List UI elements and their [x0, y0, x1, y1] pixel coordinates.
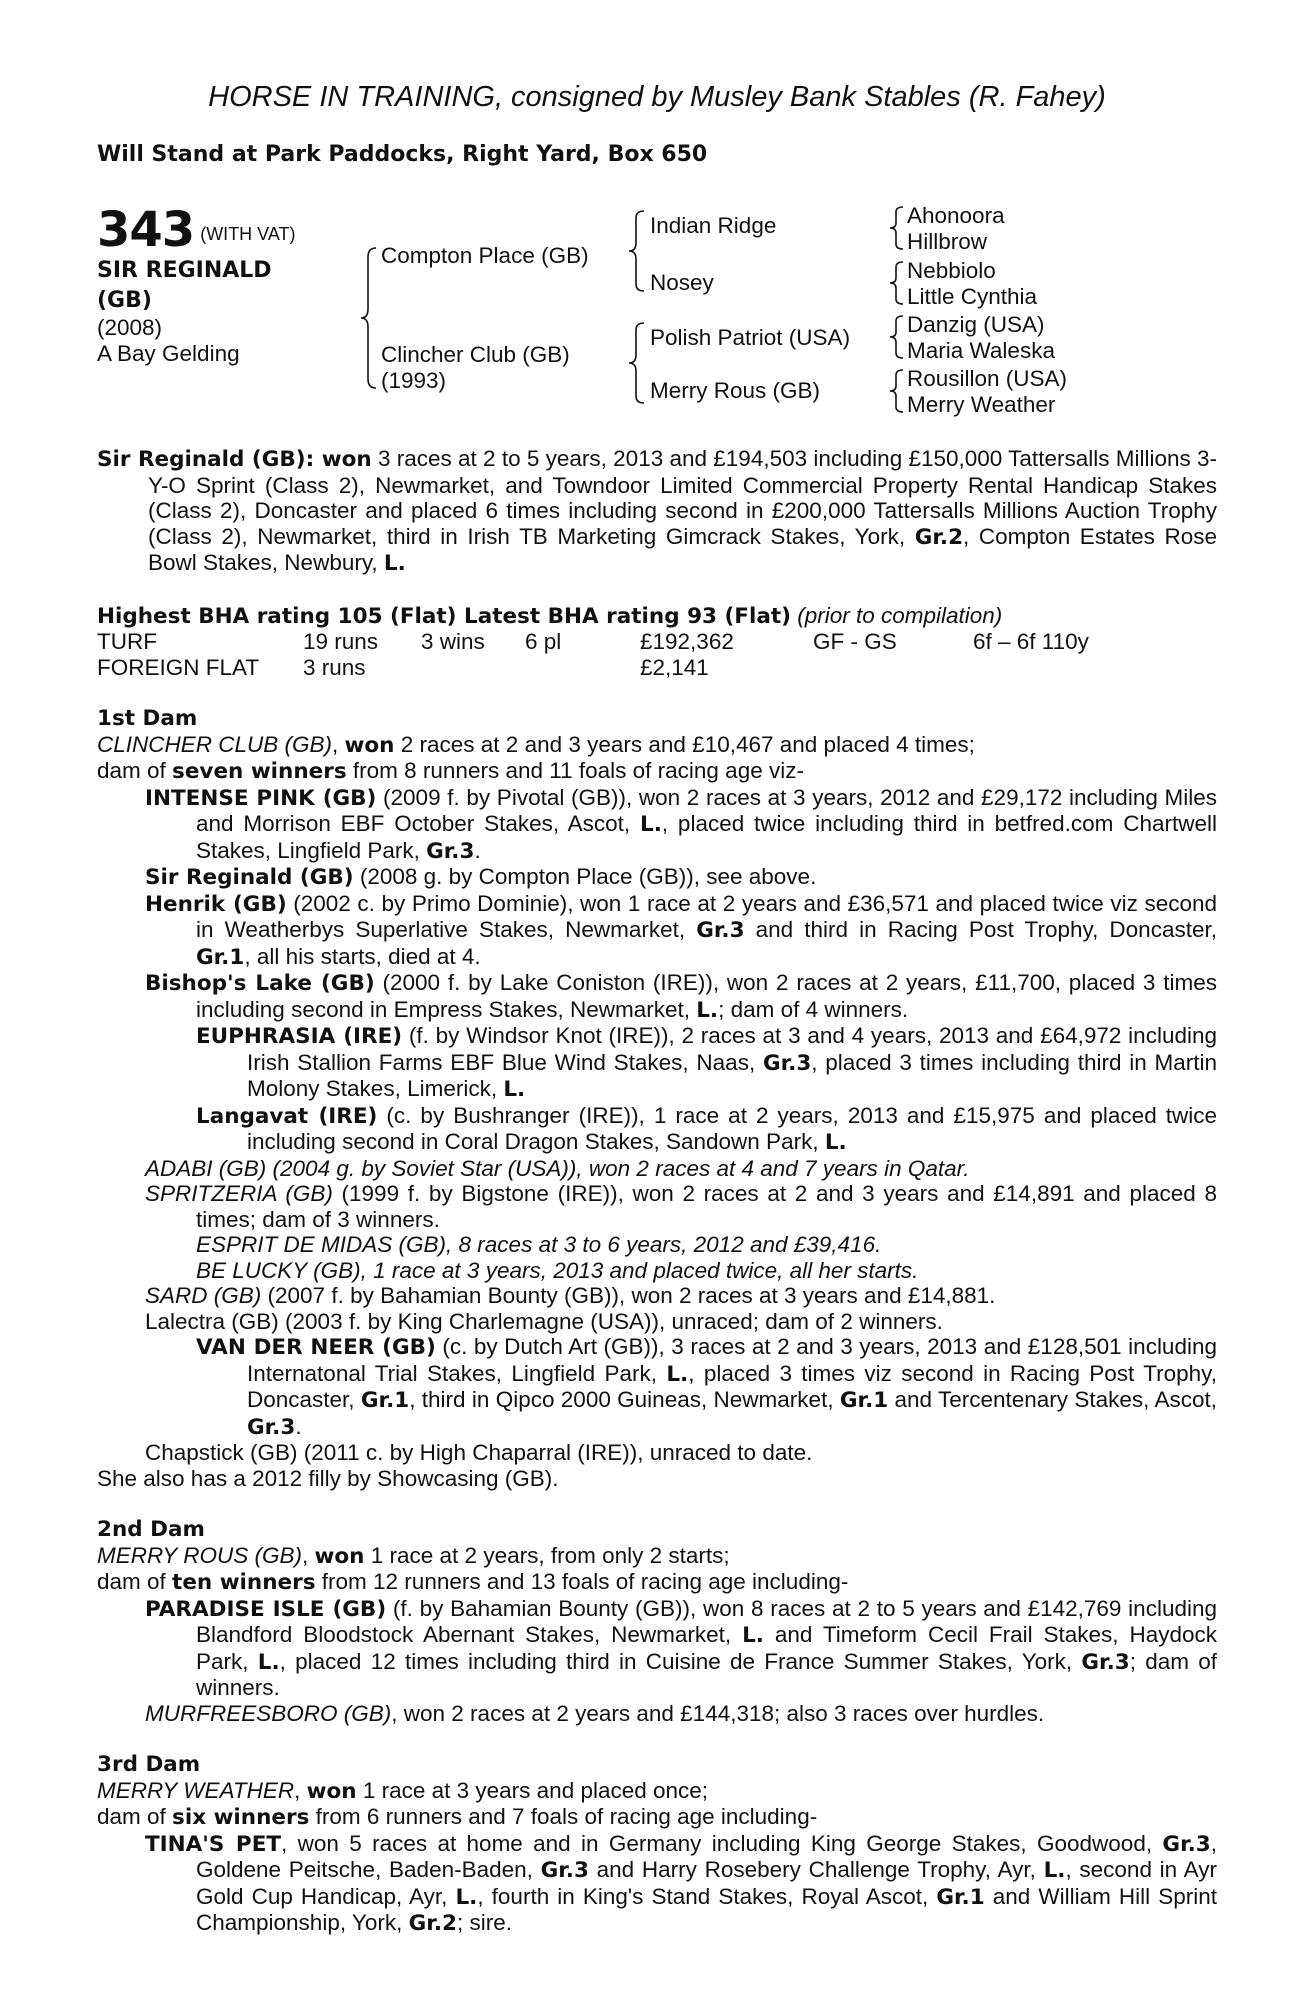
gen3-ancestor: Danzig (USA): [907, 312, 1045, 337]
dam-dam: Merry Rous (GB): [650, 378, 821, 403]
page-title: HORSE IN TRAINING, consigned by Musley Bank Stables (R. Fahey): [208, 81, 1106, 113]
brace-dam: [628, 322, 646, 404]
dam: Clincher Club (GB): [381, 342, 570, 367]
produce-entry: Sir Reginald (GB) (2008 g. by Compton Place (GB)), see above.: [145, 864, 817, 890]
horse-name-line1: SIR REGINALD: [97, 258, 272, 283]
produce-entry: ADABI (GB) (2004 g. by Soviet Star (USA)), won 2 races at 4 and 7 years in Qatar.: [145, 1155, 970, 1181]
turf-stats: TURF 19 runs 3 wins 6 pl £192,362 GF - GS 6f – 6f 110y: [97, 629, 1089, 654]
third-dam-produce-line: dam of six winners from 6 runners and 7 foals of racing age including-: [97, 1804, 818, 1830]
produce-entry: Langavat (IRE) (c. by Bushranger (IRE)), 1 race at 2 years, 2013 and £15,975 and placed twice including second in Coral Dragon Stakes, Sandown Park, L.: [196, 1102, 1217, 1155]
produce-entry: INTENSE PINK (GB) (2009 f. by Pivotal (GB)), won 2 races at 3 years, 2012 and £29,172 including Miles and Morrison EBF October Stakes, Ascot, L., placed twice including third in betfred.com Chartwell Stakes, Lingfield Park, Gr.3.: [145, 784, 1217, 864]
second-dam-line: MERRY ROUS (GB), won 1 race at 2 years, from only 2 starts;: [97, 1542, 730, 1569]
produce-entry: BE LUCKY (GB), 1 race at 3 years, 2013 and placed twice, all her starts.: [196, 1257, 919, 1283]
foreign-flat-stats: FOREIGN FLAT 3 runs £2,141: [97, 654, 709, 680]
second-dam-heading: 2nd Dam: [97, 1517, 205, 1542]
produce-entry: SPRITZERIA (GB) (1999 f. by Bigstone (IRE)), won 2 races at 2 and 3 years and £14,891 and placed 8 times; dam of 3 winners.: [145, 1181, 1217, 1232]
lot-number: 343: [97, 202, 195, 258]
brace-gen3-1: [889, 206, 905, 250]
first-dam-heading: 1st Dam: [97, 706, 198, 731]
first-dam-line: CLINCHER CLUB (GB), won 2 races at 2 and 3 years and £10,467 and placed 4 times;: [97, 731, 975, 758]
produce-entry: Chapstick (GB) (2011 c. by High Chaparral (IRE)), unraced to date.: [145, 1440, 813, 1465]
gen3-ancestor: Little Cynthia: [907, 284, 1038, 309]
produce-entry: MURFREESBORO (GB), won 2 races at 2 years and £144,318; also 3 races over hurdles.: [145, 1700, 1045, 1726]
horse-description: A Bay Gelding: [97, 340, 240, 366]
first-dam-produce-line: dam of seven winners from 8 runners and 11 foals of racing age viz-: [97, 758, 804, 784]
produce-note: She also has a 2012 filly by Showcasing (GB).: [97, 1465, 559, 1491]
bha-ratings: Highest BHA rating 105 (Flat) Latest BHA rating 93 (Flat) (prior to compilation): [97, 602, 1003, 629]
brace-gen3-2: [889, 261, 905, 305]
sire: Compton Place (GB): [381, 243, 589, 268]
produce-entry: Henrik (GB) (2002 c. by Primo Dominie), won 1 race at 2 years and £36,571 and placed twice viz second in Weatherbys Superlative Stakes, Newmarket, Gr.3 and third in Racing Post Trophy, Doncaster, Gr.1, all his starts, died at 4.: [145, 890, 1218, 970]
gen3-ancestor: Ahonoora: [907, 203, 1005, 228]
produce-entry: TINA'S PET, won 5 races at home and in Germany including King George Stakes, Goodwood, Gr.3, Goldene Peitsche, Baden-Baden, Gr.3 and Harry Rosebery Challenge Trophy, Ayr, L., second in Ayr Gold Cup Handicap, Ayr, L., fourth in King's Stand Stakes, Royal Ascot, Gr.1 and William Hill Sprint Championship, York, Gr.2; sire.: [145, 1830, 1217, 1936]
sire-sire: Indian Ridge: [650, 213, 777, 238]
gen3-ancestor: Rousillon (USA): [907, 366, 1068, 391]
brace-gen3-3: [889, 315, 905, 359]
birth-year: (2008): [97, 315, 163, 340]
brace-sire: [628, 210, 646, 292]
brace-gen3-4: [889, 369, 905, 413]
vat-label: (WITH VAT): [200, 224, 296, 244]
dam-sire: Polish Patriot (USA): [650, 325, 851, 350]
gen3-ancestor: Nebbiolo: [907, 258, 996, 283]
dam-year: (1993): [381, 368, 447, 393]
produce-entry: SARD (GB) (2007 f. by Bahamian Bounty (GB)), won 2 races at 3 years and £14,881.: [145, 1283, 996, 1308]
produce-entry: Bishop's Lake (GB) (2000 f. by Lake Coniston (IRE)), won 2 races at 2 years, £11,700, placed 3 times including second in Empress Stakes, Newmarket, L.; dam of 4 winners.: [145, 970, 1217, 1023]
third-dam-heading: 3rd Dam: [97, 1752, 201, 1777]
second-dam-produce-line: dam of ten winners from 12 runners and 13 foals of racing age including-: [97, 1569, 849, 1595]
produce-entry: PARADISE ISLE (GB) (f. by Bahamian Bounty (GB)), won 8 races at 2 to 5 years and £142,769 including Blandford Bloodstock Abernant Stakes, Newmarket, L. and Timeform Cecil Frail Stakes, Haydock Park, L., placed 12 times including third in Cuisine de France Summer Stakes, York, Gr.3; dam of winners.: [145, 1595, 1218, 1700]
produce-entry: EUPHRASIA (IRE) (f. by Windsor Knot (IRE)), 2 races at 3 and 4 years, 2013 and £64,972 including Irish Stallion Farms EBF Blue Wind Stakes, Naas, Gr.3, placed 3 times including third in Martin Molony Stakes, Limerick, L.: [196, 1023, 1217, 1102]
gen3-ancestor: Hillbrow: [907, 229, 988, 254]
third-dam-line: MERRY WEATHER, won 1 race at 3 years and placed once;: [97, 1777, 709, 1804]
brace-parents: [360, 247, 378, 389]
horse-name-line2: (GB): [97, 288, 152, 313]
produce-entry: VAN DER NEER (GB) (c. by Dutch Art (GB)), 3 races at 2 and 3 years, 2013 and £128,501 including Internatonal Trial Stakes, Lingfield Park, L., placed 3 times viz second in Racing Post Trophy, Doncaster, Gr.1, third in Qipco 2000 Guineas, Newmarket, Gr.1 and Tercentenary Stakes, Ascot, Gr.3.: [196, 1334, 1218, 1440]
sire-dam: Nosey: [650, 270, 714, 295]
lot-info: [97, 202, 296, 366]
gen3-ancestor: Maria Waleska: [907, 338, 1055, 363]
gen3-ancestor: Merry Weather: [907, 392, 1056, 417]
catalogue-body: [97, 446, 1217, 1937]
produce-entry: ESPRIT DE MIDAS (GB), 8 races at 3 to 6 years, 2012 and £39,416.: [196, 1232, 882, 1257]
venue-line: Will Stand at Park Paddocks, Right Yard, Box 650: [97, 142, 708, 167]
produce-entry: Lalectra (GB) (2003 f. by King Charlemagne (USA)), unraced; dam of 2 winners.: [145, 1308, 943, 1334]
horse-summary: Sir Reginald (GB): won 3 races at 2 to 5 years, 2013 and £194,503 including £150,000 Tattersalls Millions 3-Y-O Sprint (Class 2), Newmarket, and Towndoor Limited Commercial Property Rental Handicap Stakes (Class 2), Doncaster and placed 6 times including second in £200,000 Tattersalls Millions Auction Trophy (Class 2), Newmarket, third in Irish TB Marketing Gimcrack Stakes, York, Gr.2, Compton Estates Rose Bowl Stakes, Newbury, L.: [97, 446, 1218, 576]
